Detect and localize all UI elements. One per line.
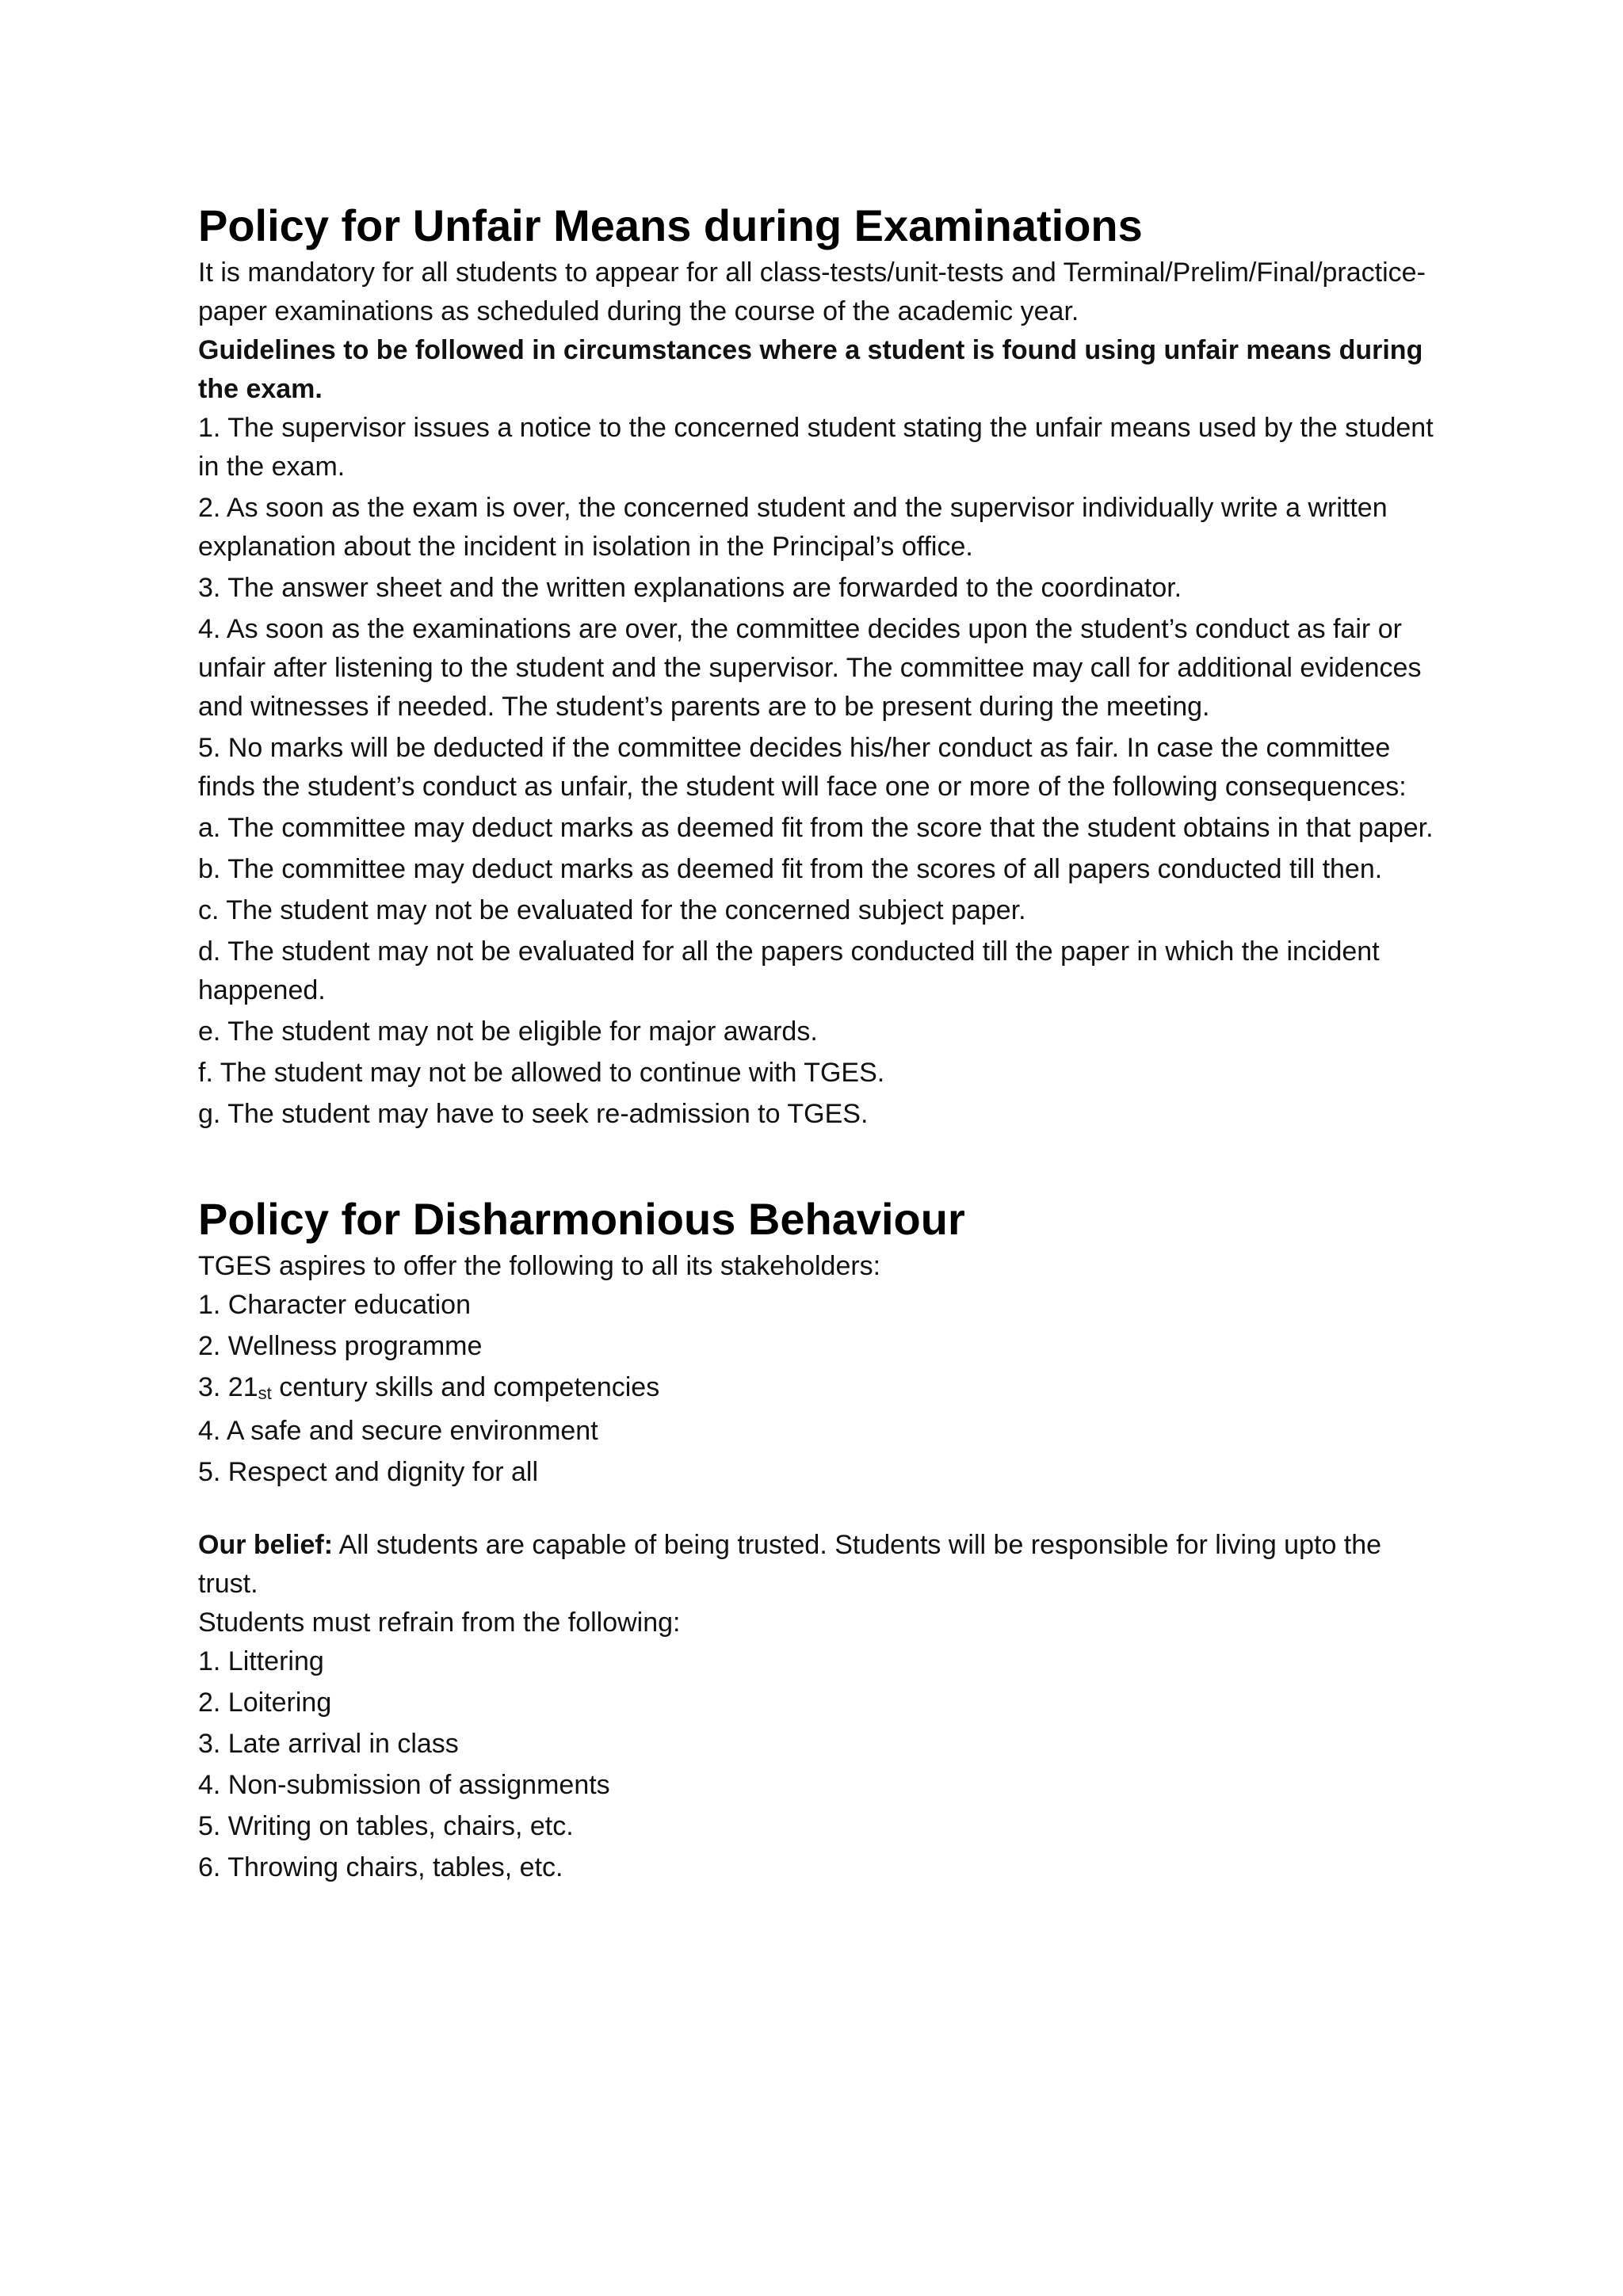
consequences-list <box>198 809 1434 1134</box>
offers-list <box>198 1286 1434 1492</box>
belief-text: All students are capable of being trusted. Students will be responsible for living upto the trust. <box>198 1530 1382 1599</box>
list-item: 1. Character education <box>198 1290 471 1320</box>
list-item: 4. Non-submission of assignments <box>198 1770 610 1800</box>
offer-number-prefix: 3. 21 <box>198 1372 258 1402</box>
list-item: 2. As soon as the exam is over, the concerned student and the supervisor individually write a written explanation about the incident in isolation in the Principal’s office. <box>198 493 1388 562</box>
list-item: a. The committee may deduct marks as deemed fit from the score that the student obtains in that paper. <box>198 813 1434 843</box>
list-item: 1. Littering <box>198 1646 324 1676</box>
list-item: f. The student may not be allowed to continue with TGES. <box>198 1058 885 1088</box>
list-item: 5. No marks will be deducted if the committee decides his/her conduct as fair. In case the committee finds the student’s conduct as unfair, the student will face one or more of the following consequences: <box>198 733 1407 802</box>
disharmonious-intro: TGES aspires to offer the following to all its stakeholders: <box>198 1251 881 1281</box>
list-item: 1. The supervisor issues a notice to the concerned student stating the unfair means used by the student in the exam. <box>198 413 1434 482</box>
list-item: 4. As soon as the examinations are over, the committee decides upon the student’s conduct as fair or unfair after listening to the student and the supervisor. The committee may call for additional evidences and witnesses if needed. The student’s parents are to be present during the meeting. <box>198 614 1422 722</box>
list-item <box>198 1368 1434 1409</box>
paragraph-spacer <box>198 1494 1434 1526</box>
list-item: c. The student may not be evaluated for the concerned subject paper. <box>198 895 1026 925</box>
ordinal-suffix: st <box>258 1383 272 1403</box>
list-item: 3. Late arrival in class <box>198 1729 459 1759</box>
list-item: g. The student may have to seek re-admission to TGES. <box>198 1099 869 1129</box>
list-item: 6. Throwing chairs, tables, etc. <box>198 1852 563 1882</box>
list-item: 2. Loitering <box>198 1688 332 1718</box>
section-title-unfair-means: Policy for Unfair Means during Examinations <box>198 200 1143 250</box>
section-title-disharmonious-behaviour: Policy for Disharmonious Behaviour <box>198 1194 965 1244</box>
guidelines-heading: Guidelines to be followed in circumstances where a student is found using unfair means during the exam. <box>198 335 1423 404</box>
list-item: b. The committee may deduct marks as deemed fit from the scores of all papers conducted till then. <box>198 854 1383 884</box>
refrain-intro: Students must refrain from the following: <box>198 1608 681 1638</box>
guideline-steps-list <box>198 409 1434 807</box>
belief-label: Our belief: <box>198 1530 334 1560</box>
list-item: 2. Wellness programme <box>198 1331 483 1361</box>
refrain-list <box>198 1642 1434 1887</box>
list-item: 5. Writing on tables, chairs, etc. <box>198 1811 574 1841</box>
offer-text: century skills and competencies <box>271 1372 660 1402</box>
section-spacer <box>198 1136 1434 1192</box>
list-item: d. The student may not be evaluated for all the papers conducted till the paper in which the incident happened. <box>198 936 1380 1005</box>
list-item: 4. A safe and secure environment <box>198 1416 598 1446</box>
document-page <box>198 198 1434 1890</box>
belief-statement <box>198 1526 1434 1604</box>
list-item: e. The student may not be eligible for major awards. <box>198 1016 818 1047</box>
list-item: 5. Respect and dignity for all <box>198 1457 539 1487</box>
list-item: 3. The answer sheet and the written explanations are forwarded to the coordinator. <box>198 573 1182 603</box>
unfair-means-intro: It is mandatory for all students to appear for all class-tests/unit-tests and Terminal/Prelim/Final/practice-paper examinations as scheduled during the course of the academic year. <box>198 257 1426 326</box>
